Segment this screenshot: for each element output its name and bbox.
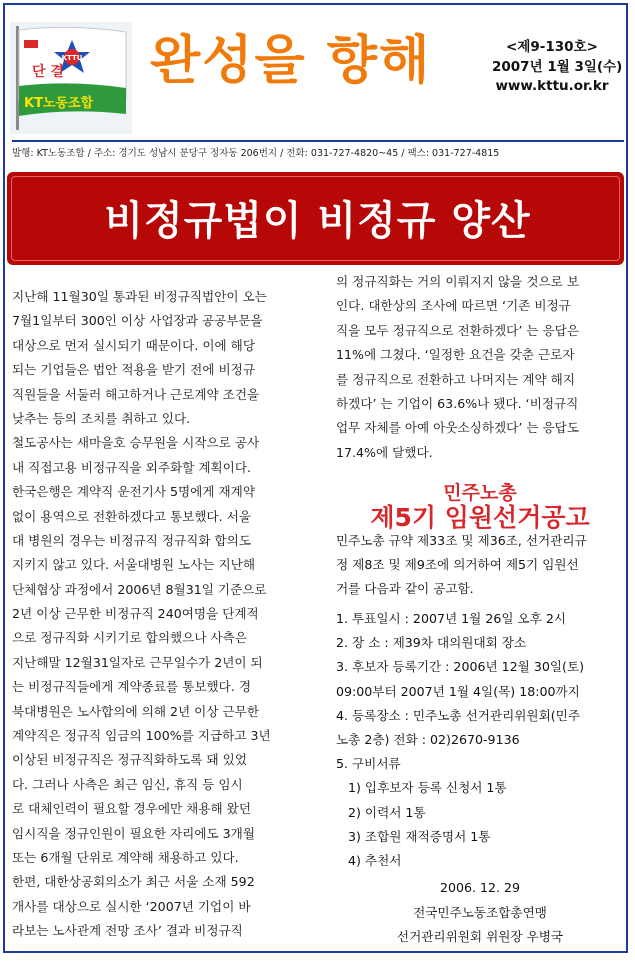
notice-intro (336, 529, 624, 601)
publisher-info: 발행: KT노동조합 / 주소: 경기도 성남시 분당구 정자동 206번지 / 전화: 031-727-4820~45 / 팩스: 031-727-4815 (12, 140, 624, 159)
article-line: 2년 이상 근무한 비정규직 240여명을 단계적 (12, 606, 259, 622)
article-line: 직원들을 서둘러 해고하거나 근로계약 조건을 (12, 386, 260, 402)
article-line: 한국은행은 계약직 운전기사 5명에게 재계약 (12, 484, 256, 500)
notice-title: 제5기 임원선거공고 (370, 503, 590, 532)
notice-item: 09:00부터 2007년 1월 4일(목) 18:00까지 (336, 683, 580, 699)
flag-badge: KTTU (61, 54, 83, 62)
website-link[interactable]: www.kttu.or.kr (495, 78, 609, 95)
document-item: 2) 이력서 1통 (348, 804, 426, 820)
notice-item: 4. 등록장소 : 민주노총 선거관리위원회(민주 (336, 707, 580, 723)
issue-number: <제9-130호> (506, 39, 598, 55)
article-line: 업무 자체를 아예 아웃소싱하겠다’ 는 응답도 (336, 420, 579, 436)
article-line: 북대병원은 노사합의에 의해 2년 이상 근무한 (12, 703, 260, 719)
article-line: 7월1일부터 300인 이상 사업장과 공공부문을 (12, 313, 263, 329)
article-line: 지난해말 12월31일자로 근무일수가 2년이 되 (12, 654, 263, 670)
article-line: 인다. 대한상의 조사에 따르면 ‘기존 비정규 (336, 298, 571, 314)
article-line: 낮추는 등의 조치를 취하고 있다. (12, 410, 191, 426)
article-line: 로 대체인력이 필요할 경우에만 채용해 왔던 (12, 801, 251, 817)
article-line: 대상으로 먼저 실시되기 때문이다. 이에 해당 (12, 337, 255, 353)
headline: 비정규법이 비정규 양산 (104, 198, 531, 244)
article-line: 17.4%에 달했다. (336, 444, 433, 460)
notice-item: 1. 투표일시 : 2007년 1월 26일 오후 2시 (336, 611, 567, 626)
notice-item: 3. 후보자 등록기간 : 2006년 12월 30일(토) (336, 659, 585, 675)
article-line: 임시직을 정규인원이 필요한 자리에도 3개월 (12, 825, 256, 841)
issue-info (492, 38, 623, 97)
article-line: 다. 그러나 사측은 최근 임신, 휴직 등 임시 (12, 776, 243, 792)
notice-kicker: 민주노총 (443, 482, 517, 504)
document-item: 3) 조합원 재적증명서 1통 (348, 828, 491, 844)
sign-person: 선거관리위원회 위원장 우병국 (396, 929, 564, 944)
flag-text-top: 단 결 (32, 64, 64, 80)
article-line: 한편, 대한상공회의소가 최근 서울 소재 592 (12, 874, 255, 890)
article-line: 를 정규직으로 전환하고 나머지는 계약 해지 (336, 371, 575, 387)
article-line: 대 병원의 경우는 비정규직 정규직화 합의도 (12, 532, 251, 548)
article-line: 지키지 않고 있다. 서울대병원 노사는 지난해 (12, 557, 255, 573)
article-line: 되는 기업들은 법안 적용을 받기 전에 비정규 (12, 362, 255, 378)
article-right-column (336, 270, 624, 465)
article-line: 단체협상 과정에서 2006년 8월31일 기준으로 (12, 581, 267, 597)
issue-date: 2007년 1월 3일(수) (492, 58, 623, 75)
notice-item: 2. 장 소 : 제39차 대의원대회 장소 (336, 635, 527, 651)
notice-signature (336, 876, 624, 950)
article-line: 계약직은 정규직 임금의 100%를 지급하고 3년 (12, 728, 271, 744)
union-flag-logo (10, 22, 132, 134)
newsletter-title: 완성을 향해 (150, 31, 432, 91)
article-line: 하겠다’ 는 기업이 63.6%나 됐다. ‘비정규직 (336, 395, 579, 411)
article-line: 이상된 비정규직은 정규직화하도록 돼 있었 (12, 752, 247, 768)
sign-organization: 전국민주노동조합총연맹 (413, 904, 547, 920)
notice-item: 노총 2층) 전화 : 02)2670-9136 (336, 731, 520, 747)
article-line: 내 직접고용 비정규직을 외주화할 계획이다. (12, 459, 251, 475)
notice-intro-line: 민주노총 규약 제33조 및 제36조, 선거관리규 (336, 533, 587, 548)
notice-intro-line: 거를 다음과 같이 공고함. (336, 581, 474, 596)
notice-item: 5. 구비서류 (336, 756, 401, 772)
article-line: 없이 용역으로 전환하겠다고 통보했다. 서울 (12, 508, 251, 524)
article-line: 또는 6개월 단위로 계약해 채용하고 있다. (12, 849, 239, 865)
article-line: 지난해 11월30일 통과된 비정규직법안이 오는 (12, 289, 267, 304)
article-line: 철도공사는 새마을호 승무원을 시작으로 공사 (12, 435, 260, 451)
article-left-column (12, 285, 312, 944)
article-line: 직을 모두 정규직으로 전환하겠다’ 는 응답은 (336, 322, 579, 338)
document-item: 1) 입후보자 등록 신청서 1통 (348, 780, 507, 796)
article-line: 개사를 대상으로 실시한 ‘2007년 기업이 바 (12, 898, 251, 914)
article-line: 으로 정규직화 시키기로 합의했으나 사측은 (12, 630, 247, 646)
article-line: 11%에 그쳤다. ‘일정한 요건을 갖춘 근로자 (336, 347, 575, 363)
article-line: 는 비정규직들에게 계약종료를 통보했다. 경 (12, 679, 251, 695)
article-line: 의 정규직화는 거의 이뤄지지 않을 것으로 보 (336, 274, 579, 289)
article-line: 라보는 노사관계 전망 조사’ 결과 비정규직 (12, 923, 243, 939)
sign-date: 2006. 12. 29 (439, 880, 521, 895)
document-item: 4) 추천서 (348, 852, 402, 868)
flag-text-bottom: KT노동조합 (24, 96, 94, 111)
notice-items (336, 607, 624, 873)
notice-intro-line: 정 제8조 및 제9조에 의거하여 제5기 임원선 (336, 557, 579, 572)
